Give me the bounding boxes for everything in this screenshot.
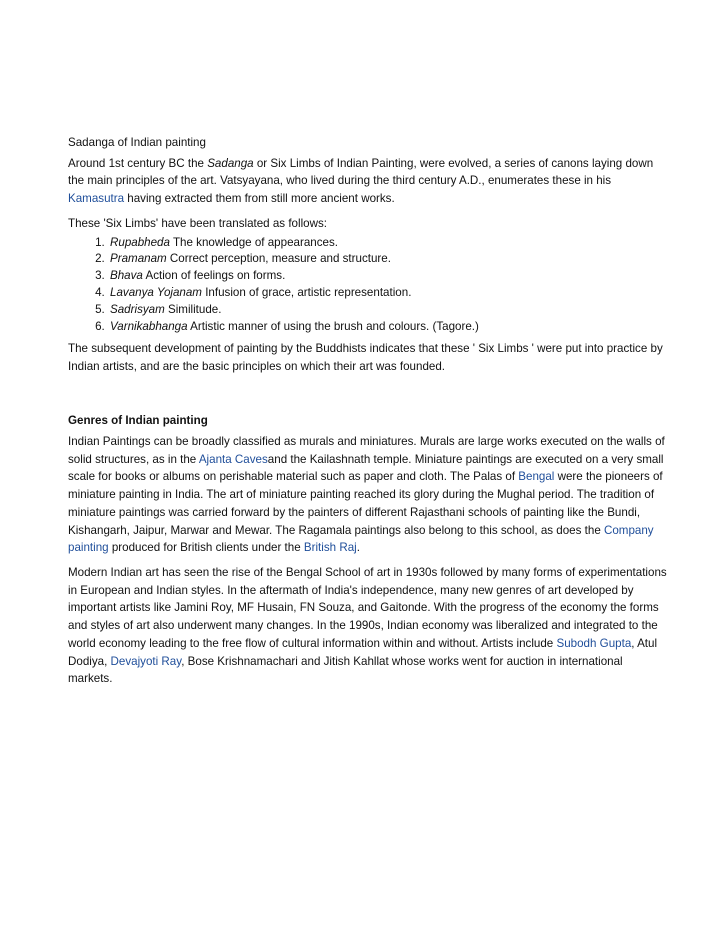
british-raj-link[interactable]: British Raj xyxy=(303,541,357,555)
subodh-gupta-link[interactable]: Subodh Gupta xyxy=(556,636,632,650)
list-item xyxy=(108,268,668,285)
ajanta-caves-link[interactable]: Ajanta Caves xyxy=(198,452,268,466)
list-item xyxy=(108,302,668,319)
limb-description: Artistic manner of using the brush and colours. (Tagore.) xyxy=(187,320,479,334)
limb-description: Action of feelings on forms. xyxy=(142,269,286,283)
genres-text-1: Indian Paintings can be broadly classified as murals and miniatures. Murals are large works executed on the walls of solid structures, as in the xyxy=(68,435,665,466)
limb-description: Similitude. xyxy=(164,303,222,317)
list-item xyxy=(108,251,668,268)
limb-description: The knowledge of appearances. xyxy=(169,235,338,249)
six-limbs-intro: These 'Six Limbs' have been translated as follows: xyxy=(68,216,327,230)
modern-text-1: Modern Indian art has seen the rise of the Bengal School of art in 1930s followed by many forms of experimentations in European and Indian styles. In the aftermath of India's independence, many new genres of art developed by important artists like Jamini Roy, MF Husain, FN Souza, and Gaitonde. With the progress of the economy the forms and styles of art also underwent many changes. In the 1990s, Indian economy was liberalized and integrated to the world economy leading to the free flow of cultural information within and without. Artists include xyxy=(68,565,667,650)
six-limbs-closing-paragraph: The subsequent development of painting by the Buddhists indicates that these ' Six Limbs ' were put into practice by Indian artists, and are the basic principles on which their art was founded. xyxy=(68,341,663,373)
limb-term: Varnikabhanga xyxy=(110,320,188,334)
section-heading-sadanga: Sadanga of Indian painting xyxy=(68,136,206,149)
list-item xyxy=(108,235,668,252)
limb-term: Pramanam xyxy=(110,252,167,266)
genres-text-4: produced for British clients under the xyxy=(108,541,304,555)
limb-term: Bhava xyxy=(110,269,143,283)
genres-paragraph-2 xyxy=(68,564,668,688)
limb-description: Infusion of grace, artistic representation. xyxy=(201,286,412,300)
six-limbs-list xyxy=(68,235,668,336)
intro-text-2: or Six Limbs of Indian Painting, were evolved, a series of canons laying down the main principles of the art. Vatsyayana, who lived during the third century A.D., enumerates these in his xyxy=(68,156,654,188)
limb-term: Sadrisyam xyxy=(110,303,165,317)
section-heading-genres: Genres of Indian painting xyxy=(68,414,208,428)
list-item xyxy=(108,319,668,336)
genres-text-2: and the Kailashnath temple. Miniature paintings are executed on a very small scale for books or albums on perishable material such as paper and cloth. The Palas of xyxy=(68,452,664,484)
limb-description: Correct perception, measure and structure. xyxy=(166,252,391,266)
document-page xyxy=(68,134,668,695)
sadanga-term: Sadanga xyxy=(207,156,254,170)
modern-text-2: , Atul Dodiya, xyxy=(68,636,658,668)
genres-paragraph-1 xyxy=(68,433,668,557)
bengal-link[interactable]: Bengal xyxy=(518,470,555,484)
genres-text-3: were the pioneers of miniature painting in India. The art of miniature painting reached its glory during the Mughal period. The tradition of miniature paintings was carried forward by the painters of different Rajasthani schools of painting like the Bundi, Kishangarh, Jaipur, Marwar and Mewar. The Ragamala paintings also belong to this school, as does the xyxy=(68,470,663,537)
section-spacer xyxy=(68,382,668,412)
kamasutra-link[interactable]: Kamasutra xyxy=(68,192,125,206)
sadanga-intro-paragraph xyxy=(68,155,668,208)
modern-text-3: , Bose Krishnamachari and Jitish Kahllat whose works went for auction in international markets. xyxy=(68,654,623,686)
intro-text-1: Around 1st century BC the xyxy=(68,156,208,170)
company-painting-link[interactable]: Company painting xyxy=(68,523,654,555)
devajyoti-ray-link[interactable]: Devajyoti Ray xyxy=(110,654,182,668)
list-item xyxy=(108,285,668,302)
intro-text-3: having extracted them from still more ancient works. xyxy=(124,192,395,206)
limb-term: Rupabheda xyxy=(110,235,170,249)
limb-term: Lavanya Yojanam xyxy=(110,286,202,300)
genres-text-5: . xyxy=(356,541,360,555)
